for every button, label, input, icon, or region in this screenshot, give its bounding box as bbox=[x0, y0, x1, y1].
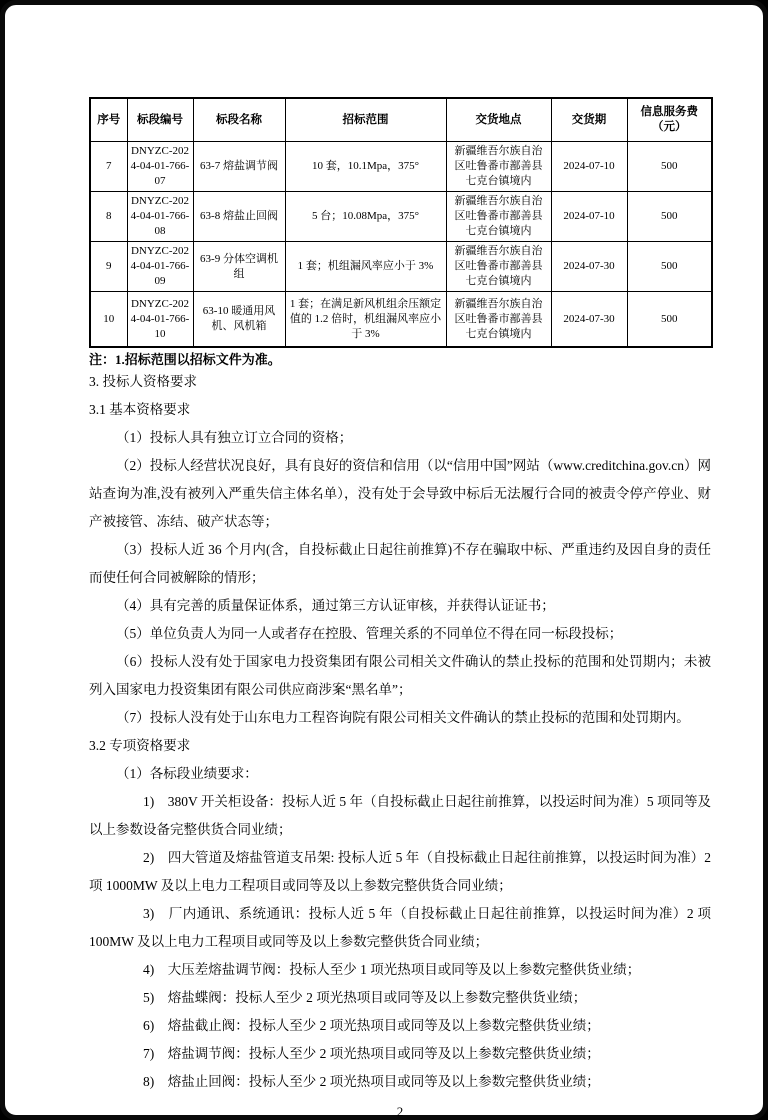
table-note: 注：1.招标范围以招标文件为准。 bbox=[89, 352, 281, 367]
document-page bbox=[89, 97, 711, 1120]
requirement-item: （1）投标人具有独立订立合同的资格； bbox=[116, 430, 353, 445]
performance-item: 8) 熔盐止回阀：投标人至少 2 项光热项目或同等及以上参数完整供货业绩； bbox=[143, 1074, 600, 1089]
cell-code: DNYZC-2024-04-01-766-10 bbox=[127, 292, 193, 348]
cell-delivery: 2024-07-30 bbox=[551, 292, 627, 348]
cell-code: DNYZC-2024-04-01-766-08 bbox=[127, 192, 193, 242]
cell-delivery: 2024-07-30 bbox=[551, 242, 627, 292]
cell-fee: 500 bbox=[627, 292, 712, 348]
cell-delivery: 2024-07-10 bbox=[551, 142, 627, 192]
cell-delivery: 2024-07-10 bbox=[551, 192, 627, 242]
cell-location: 新疆维吾尔族自治区吐鲁番市鄯善县七克台镇境内 bbox=[446, 142, 551, 192]
col-header-fee bbox=[627, 98, 712, 142]
col-header-no: 序号 bbox=[90, 98, 127, 142]
col-header-location: 交货地点 bbox=[446, 98, 551, 142]
cell-name: 63-8 熔盐止回阀 bbox=[193, 192, 285, 242]
cell-location: 新疆维吾尔族自治区吐鲁番市鄯善县七克台镇境内 bbox=[446, 192, 551, 242]
cell-fee: 500 bbox=[627, 142, 712, 192]
cell-name: 63-7 熔盐调节阀 bbox=[193, 142, 285, 192]
requirement-item: （6）投标人没有处于国家电力投资集团有限公司相关文件确认的禁止投标的范围和处罚期内；未被列入国家电力投资集团有限公司供应商涉案“黑名单”； bbox=[89, 654, 711, 697]
cell-scope: 1 套；在满足新风机组余压额定值的 1.2 倍时，机组漏风率应小于 3% bbox=[285, 292, 446, 348]
table-row bbox=[90, 292, 712, 348]
cell-no: 8 bbox=[90, 192, 127, 242]
cell-scope: 1 套；机组漏风率应小于 3% bbox=[285, 242, 446, 292]
cell-code: DNYZC-2024-04-01-766-07 bbox=[127, 142, 193, 192]
cell-no: 7 bbox=[90, 142, 127, 192]
requirement-item: （2）投标人经营状况良好，具有良好的资信和信用（以“信用中国”网站（www.creditchina.gov.cn）网站查询为准,没有被列入严重失信主体名单），没有处于会导致中标后无法履行合同的被责令停产停业、财产被接管、冻结、破产状态等； bbox=[89, 458, 711, 529]
table-row bbox=[90, 192, 712, 242]
performance-item: 5) 熔盐蝶阀：投标人至少 2 项光热项目或同等及以上参数完整供货业绩； bbox=[143, 990, 587, 1005]
cell-scope: 10 套，10.1Mpa，375° bbox=[285, 142, 446, 192]
cell-name: 63-9 分体空调机组 bbox=[193, 242, 285, 292]
performance-item: 1) 380V 开关柜设备：投标人近 5 年（自投标截止日起往前推算，以投运时间为准）5 项同等及以上参数设备完整供货合同业绩； bbox=[89, 794, 711, 837]
col-header-name: 标段名称 bbox=[193, 98, 285, 142]
cell-scope: 5 台；10.08Mpa，375° bbox=[285, 192, 446, 242]
cell-no: 9 bbox=[90, 242, 127, 292]
table-row bbox=[90, 242, 712, 292]
table-row bbox=[90, 142, 712, 192]
table-header-row bbox=[90, 98, 712, 142]
cell-code: DNYZC-2024-04-01-766-09 bbox=[127, 242, 193, 292]
cell-location: 新疆维吾尔族自治区吐鲁番市鄯善县七克台镇境内 bbox=[446, 292, 551, 348]
col-header-code: 标段编号 bbox=[127, 98, 193, 142]
col-header-fee-line1: 信息服务费 bbox=[640, 106, 698, 118]
section-heading: 3.2 专项资格要求 bbox=[89, 738, 191, 753]
section-heading: 3. 投标人资格要求 bbox=[89, 374, 197, 389]
performance-item: 6) 熔盐截止阀：投标人至少 2 项光热项目或同等及以上参数完整供货业绩； bbox=[143, 1018, 600, 1033]
cell-fee: 500 bbox=[627, 192, 712, 242]
cell-name: 63-10 暖通用风机、风机箱 bbox=[193, 292, 285, 348]
requirement-item: （5）单位负责人为同一人或者存在控股、管理关系的不同单位不得在同一标段投标； bbox=[116, 626, 623, 641]
performance-item: 2) 四大管道及熔盐管道支吊架: 投标人近 5 年（自投标截止日起往前推算，以投运时间为准）2 项 1000MW 及以上电力工程项目或同等及以上参数完整供货合同业绩； bbox=[89, 850, 711, 893]
qualification-requirements bbox=[89, 368, 711, 1096]
section-heading: 3.1 基本资格要求 bbox=[89, 402, 191, 417]
performance-item: 7) 熔盐调节阀：投标人至少 2 项光热项目或同等及以上参数完整供货业绩； bbox=[143, 1046, 600, 1061]
requirement-item: （1）各标段业绩要求： bbox=[116, 766, 258, 781]
performance-item: 3) 厂内通讯、系统通讯：投标人近 5 年（自投标截止日起往前推算，以投运时间为准）2 项 100MW 及以上电力工程项目或同等及以上参数完整供货合同业绩； bbox=[89, 906, 711, 949]
page-number: 2 bbox=[396, 1104, 404, 1119]
requirement-item: （4）具有完善的质量保证体系，通过第三方认证审核，并获得认证证书； bbox=[116, 598, 555, 613]
col-header-delivery: 交货期 bbox=[551, 98, 627, 142]
bid-sections-table bbox=[89, 97, 713, 348]
cell-location: 新疆维吾尔族自治区吐鲁番市鄯善县七克台镇境内 bbox=[446, 242, 551, 292]
col-header-scope: 招标范围 bbox=[285, 98, 446, 142]
col-header-fee-line2: （元） bbox=[652, 121, 687, 133]
cell-no: 10 bbox=[90, 292, 127, 348]
requirement-item: （3）投标人近 36 个月内(含，自投标截止日起往前推算)不存在骗取中标、严重违约及因自身的责任而使任何合同被解除的情形； bbox=[89, 542, 711, 585]
performance-item: 4) 大压差熔盐调节阀：投标人至少 1 项光热项目或同等及以上参数完整供货业绩； bbox=[143, 962, 641, 977]
requirement-item: （7）投标人没有处于山东电力工程咨询院有限公司相关文件确认的禁止投标的范围和处罚期内。 bbox=[116, 710, 690, 725]
cell-fee: 500 bbox=[627, 242, 712, 292]
